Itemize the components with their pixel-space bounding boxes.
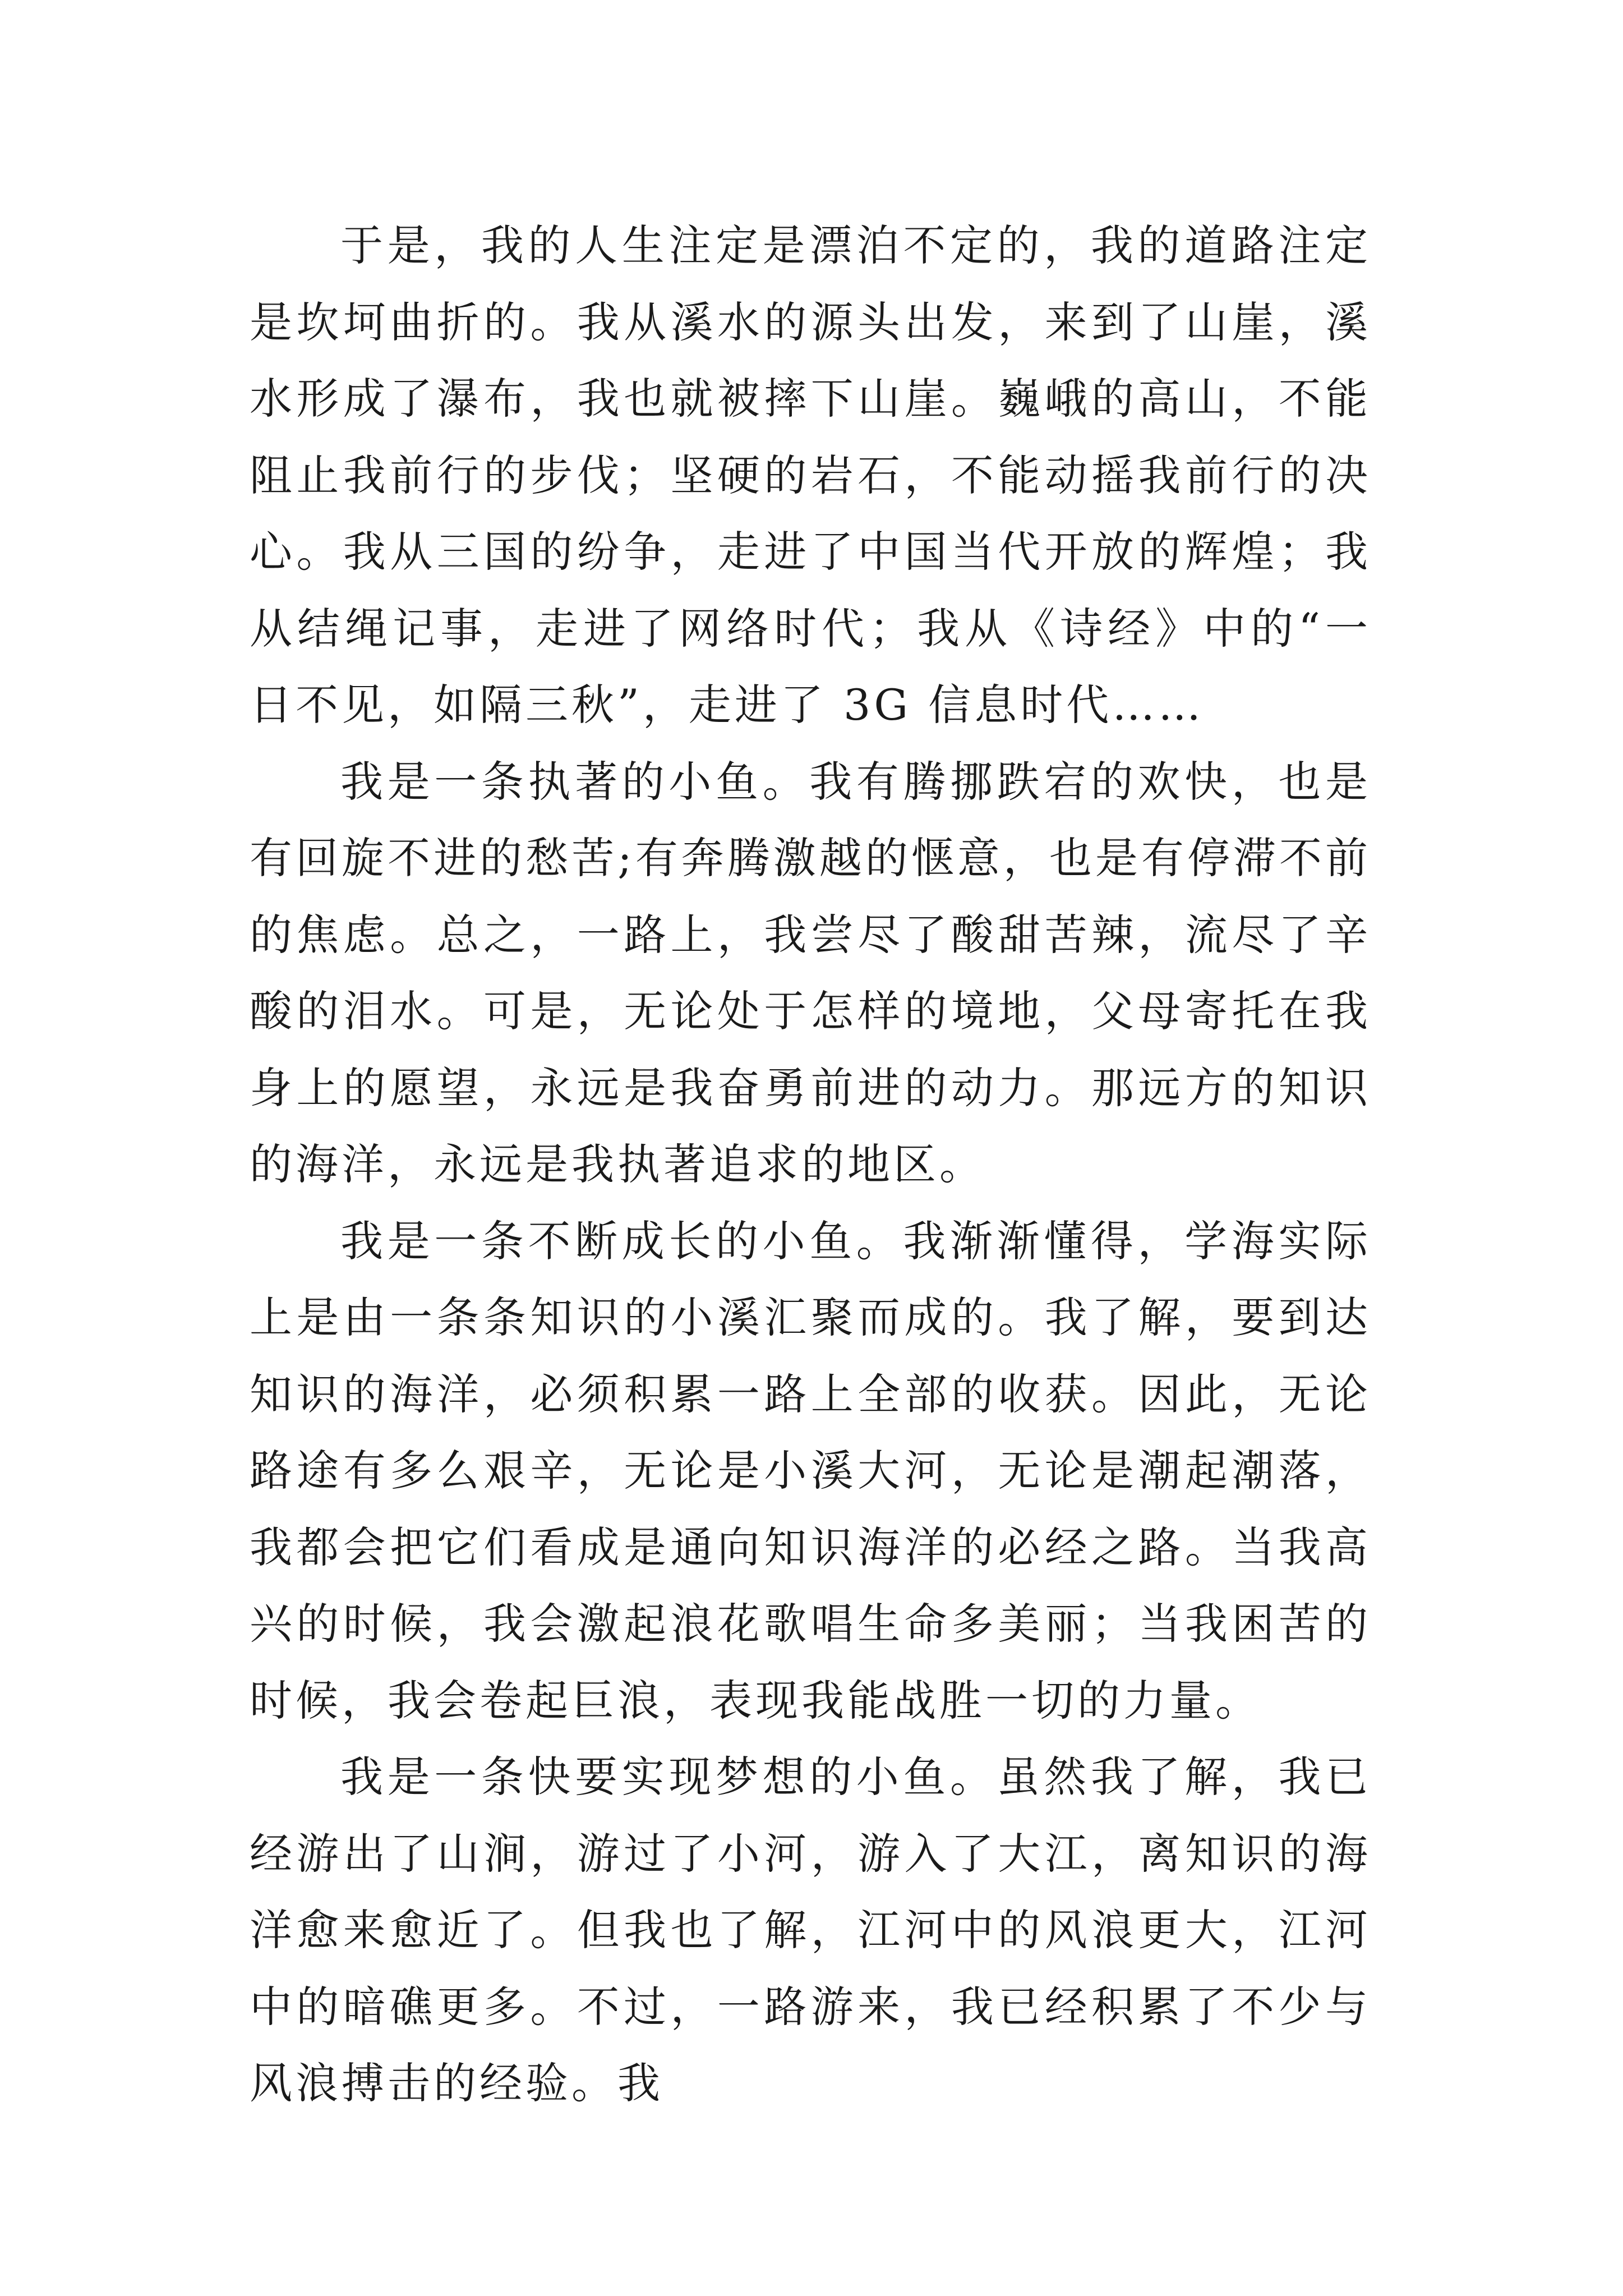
paragraph-3: 我是一条不断成长的小鱼。我渐渐懂得，学海实际上是由一条条知识的小溪汇聚而成的。我了解，要到达知识的海洋，必须积累一路上全部的收获。因此，无论路途有多么艰辛，无论是小溪大河，无论是潮起潮落，我都会把它们看成是通向知识海洋的必经之路。当我高兴的时候，我会激起浪花歌唱生命多美丽；当我困苦的时候，我会卷起巨浪，表现我能战胜一切的力量。	[250, 1216, 1371, 1726]
paragraph-1: 于是，我的人生注定是漂泊不定的，我的道路注定是坎坷曲折的。我从溪水的源头出发，来到了山崖，溪水形成了瀑布，我也就被摔下山崖。巍峨的高山，不能阻止我前行的步伐；坚硬的岩石，不能动摇我前行的决心。我从三国的纷争，走进了中国当代开放的辉煌；我从结绳记事，走进了网络时代；我从《诗经》中的“一日不见，如隔三秋”，走进了 3G 信息时代……	[250, 220, 1371, 730]
paragraph-2: 我是一条执著的小鱼。我有腾挪跌宕的欢快，也是有回旋不进的愁苦;有奔腾激越的惬意，也是有停滞不前的焦虑。总之，一路上，我尝尽了酸甜苦辣，流尽了辛酸的泪水。可是，无论处于怎样的境地，父母寄托在我身上的愿望，永远是我奋勇前进的动力。那远方的知识的海洋，永远是我执著追求的地区。	[250, 756, 1371, 1189]
document-body	[250, 208, 1371, 2122]
paragraph-4: 我是一条快要实现梦想的小鱼。虽然我了解，我已经游出了山涧，游过了小河，游入了大江，离知识的海洋愈来愈近了。但我也了解，江河中的风浪更大，江河中的暗礁更多。不过，一路游来，我已经积累了不少与风浪搏击的经验。我	[250, 1752, 1371, 2108]
